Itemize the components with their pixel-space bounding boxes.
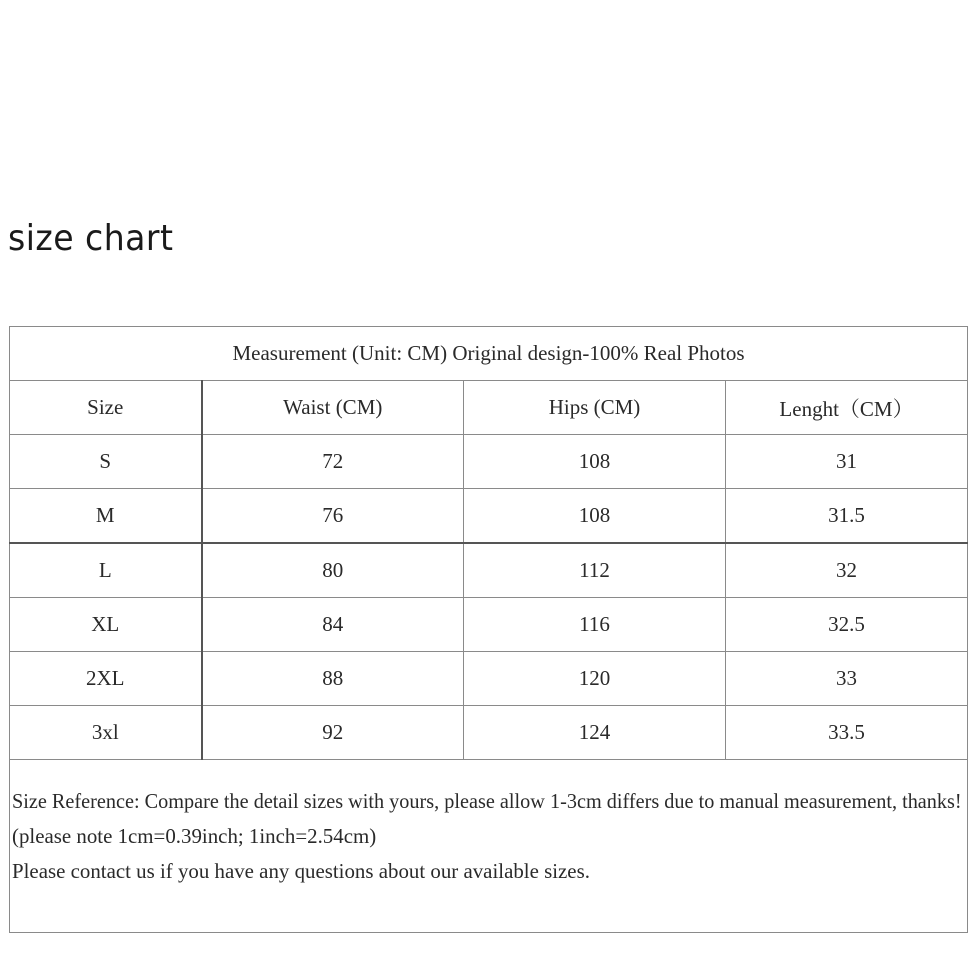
cell-waist: 88 [202,652,464,706]
table-row [10,706,968,760]
cell-size: M [10,489,202,544]
table-row [10,435,968,489]
table-row [10,652,968,706]
size-chart-table [9,326,968,933]
cell-length: 33.5 [726,706,968,760]
cell-hips: 124 [464,706,726,760]
cell-size: 3xl [10,706,202,760]
cell-hips: 116 [464,598,726,652]
size-reference-note: Size Reference: Compare the detail sizes with yours, please allow 1-3cm differs due to manual measurement, thanks! [12,789,962,813]
cell-size: XL [10,598,202,652]
conversion-note: (please note 1cm=0.39inch; 1inch=2.54cm) [12,824,377,848]
cell-waist: 84 [202,598,464,652]
cell-hips: 108 [464,435,726,489]
header-size: Size [10,381,202,435]
cell-waist: 92 [202,706,464,760]
size-notes [10,760,968,933]
cell-waist: 76 [202,489,464,544]
cell-length: 31.5 [726,489,968,544]
table-caption: Measurement (Unit: CM) Original design-100% Real Photos [10,327,968,381]
table-notes-row [10,760,968,933]
cell-length: 31 [726,435,968,489]
cell-waist: 72 [202,435,464,489]
cell-length: 32 [726,543,968,598]
cell-hips: 120 [464,652,726,706]
cell-length: 33 [726,652,968,706]
page-title: size chart [8,218,174,259]
table-caption-row [10,327,968,381]
cell-size: 2XL [10,652,202,706]
cell-waist: 80 [202,543,464,598]
header-length: Lenght（CM） [726,381,968,435]
cell-size: S [10,435,202,489]
cell-size: L [10,543,202,598]
cell-hips: 108 [464,489,726,544]
table-row [10,598,968,652]
table-header-row [10,381,968,435]
cell-hips: 112 [464,543,726,598]
contact-note: Please contact us if you have any questions about our available sizes. [12,859,590,883]
cell-length: 32.5 [726,598,968,652]
table-row [10,489,968,544]
header-waist: Waist (CM) [202,381,464,435]
table-row [10,543,968,598]
header-hips: Hips (CM) [464,381,726,435]
